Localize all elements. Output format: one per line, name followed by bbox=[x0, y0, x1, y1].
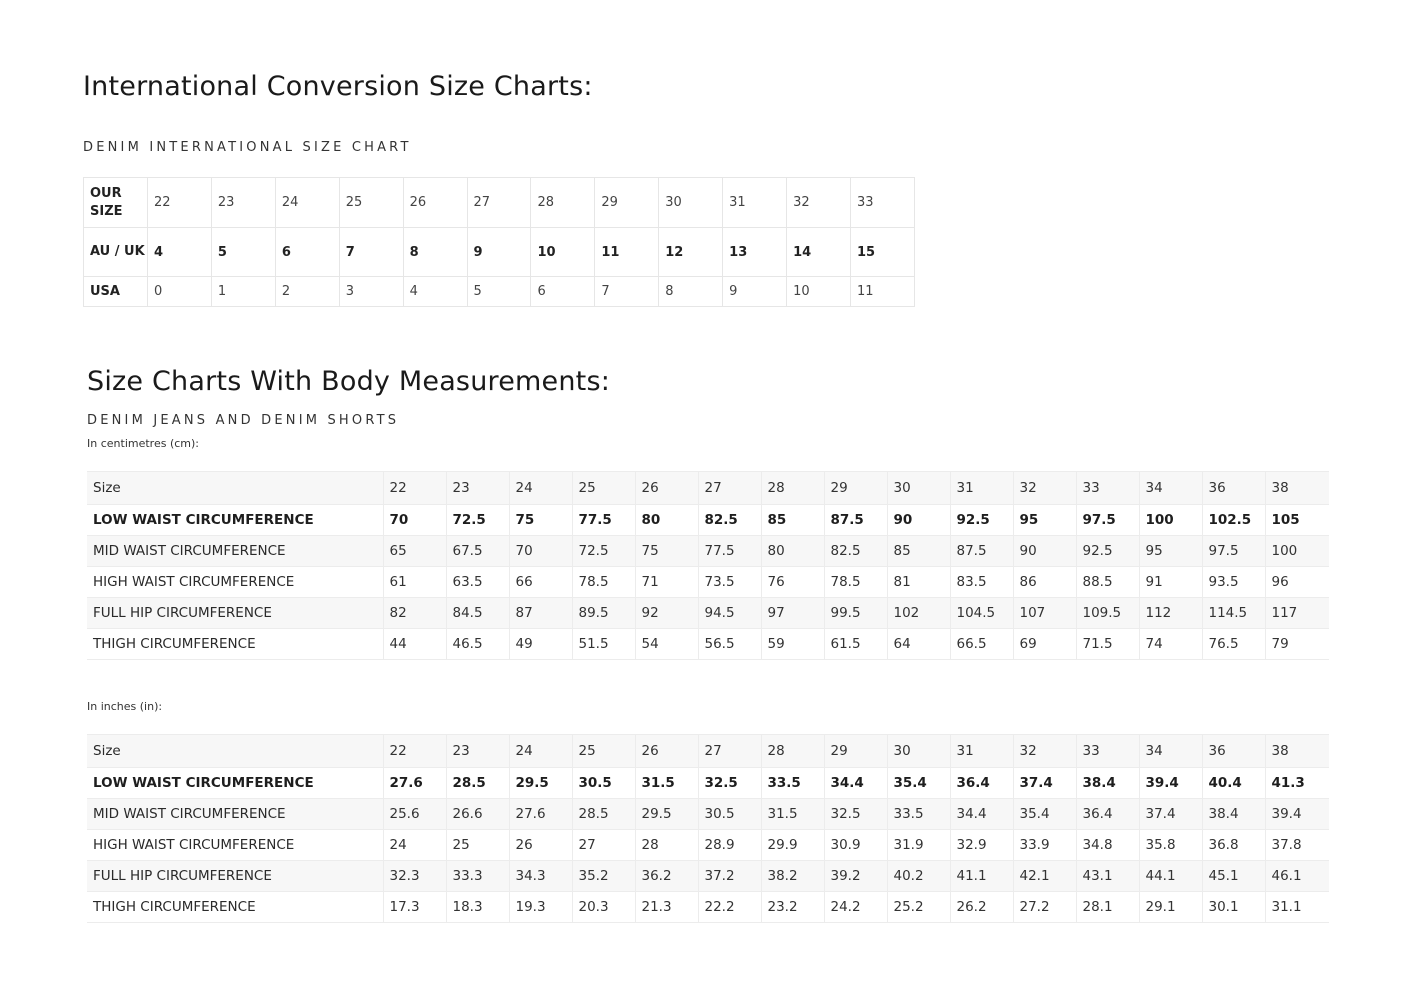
conversion-cell: 4 bbox=[148, 228, 212, 277]
conversion-cell: 9 bbox=[723, 277, 787, 307]
inches-header-size: 22 bbox=[383, 735, 446, 768]
cm-cell: 54 bbox=[635, 629, 698, 660]
inches-cell: 26.2 bbox=[950, 892, 1013, 923]
conversion-cell: 28 bbox=[531, 178, 595, 228]
cm-cell: 87.5 bbox=[950, 536, 1013, 567]
cm-cell: 74 bbox=[1139, 629, 1202, 660]
cm-header-size: 31 bbox=[950, 472, 1013, 505]
cm-row-label: MID WAIST CIRCUMFERENCE bbox=[87, 536, 383, 567]
cm-cell: 97 bbox=[761, 598, 824, 629]
conversion-cell: 9 bbox=[467, 228, 531, 277]
inches-cell: 34.4 bbox=[824, 768, 887, 799]
cm-cell: 93.5 bbox=[1202, 567, 1265, 598]
inches-cell: 38.4 bbox=[1202, 799, 1265, 830]
cm-header-size: 36 bbox=[1202, 472, 1265, 505]
conversion-cell: 8 bbox=[659, 277, 723, 307]
cm-cell: 89.5 bbox=[572, 598, 635, 629]
inches-cell: 30.5 bbox=[698, 799, 761, 830]
inches-cell: 29.5 bbox=[509, 768, 572, 799]
cm-cell: 66.5 bbox=[950, 629, 1013, 660]
inches-header-size: 36 bbox=[1202, 735, 1265, 768]
conversion-row-label: AU / UK bbox=[84, 228, 148, 277]
cm-cell: 104.5 bbox=[950, 598, 1013, 629]
inches-cell: 32.3 bbox=[383, 861, 446, 892]
cm-cell: 67.5 bbox=[446, 536, 509, 567]
cm-cell: 70 bbox=[383, 505, 446, 536]
cm-header-size: 30 bbox=[887, 472, 950, 505]
cm-cell: 102.5 bbox=[1202, 505, 1265, 536]
inches-header-size: 32 bbox=[1013, 735, 1076, 768]
inches-cell: 28.5 bbox=[572, 799, 635, 830]
inches-cell: 37.2 bbox=[698, 861, 761, 892]
inches-cell: 35.4 bbox=[1013, 799, 1076, 830]
inches-cell: 28.5 bbox=[446, 768, 509, 799]
conversion-row-label: USA bbox=[84, 277, 148, 307]
conversion-cell: 1 bbox=[211, 277, 275, 307]
cm-header-size: 34 bbox=[1139, 472, 1202, 505]
cm-cell: 69 bbox=[1013, 629, 1076, 660]
cm-cell: 72.5 bbox=[572, 536, 635, 567]
cm-cell: 97.5 bbox=[1202, 536, 1265, 567]
cm-cell: 70 bbox=[509, 536, 572, 567]
conversion-cell: 7 bbox=[339, 228, 403, 277]
cm-cell: 83.5 bbox=[950, 567, 1013, 598]
conversion-cell: 10 bbox=[531, 228, 595, 277]
cm-table-row bbox=[87, 505, 1329, 536]
inches-cell: 41.3 bbox=[1265, 768, 1329, 799]
cm-header-size: 32 bbox=[1013, 472, 1076, 505]
conversion-cell: 23 bbox=[211, 178, 275, 228]
inches-cell: 33.5 bbox=[761, 768, 824, 799]
cm-table-row bbox=[87, 567, 1329, 598]
cm-cell: 92.5 bbox=[950, 505, 1013, 536]
conversion-cell: 25 bbox=[339, 178, 403, 228]
inches-cell: 23.2 bbox=[761, 892, 824, 923]
conversion-subtitle: DENIM INTERNATIONAL SIZE CHART bbox=[83, 140, 412, 155]
cm-cell: 86 bbox=[1013, 567, 1076, 598]
conversion-row bbox=[84, 277, 915, 307]
inches-cell: 37.8 bbox=[1265, 830, 1329, 861]
inches-cell: 27.6 bbox=[383, 768, 446, 799]
cm-header-size: 25 bbox=[572, 472, 635, 505]
inches-cell: 30.1 bbox=[1202, 892, 1265, 923]
cm-cell: 82 bbox=[383, 598, 446, 629]
inches-cell: 28 bbox=[635, 830, 698, 861]
inches-cell: 19.3 bbox=[509, 892, 572, 923]
conversion-cell: 6 bbox=[531, 277, 595, 307]
inches-cell: 35.4 bbox=[887, 768, 950, 799]
conversion-cell: 15 bbox=[850, 228, 914, 277]
conversion-cell: 22 bbox=[148, 178, 212, 228]
cm-cell: 78.5 bbox=[824, 567, 887, 598]
inches-cell: 44.1 bbox=[1139, 861, 1202, 892]
inches-header-size: 38 bbox=[1265, 735, 1329, 768]
cm-cell: 51.5 bbox=[572, 629, 635, 660]
inches-header-size: 28 bbox=[761, 735, 824, 768]
cm-cell: 100 bbox=[1265, 536, 1329, 567]
inches-cell: 29.9 bbox=[761, 830, 824, 861]
cm-measurement-table bbox=[87, 471, 1329, 660]
cm-header-size: 27 bbox=[698, 472, 761, 505]
conversion-cell: 32 bbox=[787, 178, 851, 228]
inches-cell: 36.2 bbox=[635, 861, 698, 892]
inches-cell: 39.4 bbox=[1139, 768, 1202, 799]
cm-cell: 80 bbox=[761, 536, 824, 567]
cm-row-label: FULL HIP CIRCUMFERENCE bbox=[87, 598, 383, 629]
cm-cell: 88.5 bbox=[1076, 567, 1139, 598]
inches-cell: 30.9 bbox=[824, 830, 887, 861]
inches-cell: 38.2 bbox=[761, 861, 824, 892]
cm-cell: 56.5 bbox=[698, 629, 761, 660]
conversion-cell: 6 bbox=[275, 228, 339, 277]
inches-cell: 29.1 bbox=[1139, 892, 1202, 923]
cm-cell: 65 bbox=[383, 536, 446, 567]
cm-cell: 117 bbox=[1265, 598, 1329, 629]
inches-cell: 35.8 bbox=[1139, 830, 1202, 861]
inches-header-size: 25 bbox=[572, 735, 635, 768]
cm-cell: 84.5 bbox=[446, 598, 509, 629]
cm-cell: 61.5 bbox=[824, 629, 887, 660]
cm-header-label: Size bbox=[87, 472, 383, 505]
inches-header-size: 26 bbox=[635, 735, 698, 768]
conversion-cell: 24 bbox=[275, 178, 339, 228]
inches-table-row bbox=[87, 768, 1329, 799]
cm-cell: 71 bbox=[635, 567, 698, 598]
conversion-cell: 27 bbox=[467, 178, 531, 228]
cm-cell: 76 bbox=[761, 567, 824, 598]
cm-cell: 76.5 bbox=[1202, 629, 1265, 660]
inches-table-row bbox=[87, 892, 1329, 923]
cm-cell: 79 bbox=[1265, 629, 1329, 660]
inches-cell: 21.3 bbox=[635, 892, 698, 923]
inches-cell: 26.6 bbox=[446, 799, 509, 830]
measurements-subtitle: DENIM JEANS AND DENIM SHORTS bbox=[87, 413, 400, 428]
cm-header-size: 23 bbox=[446, 472, 509, 505]
cm-cell: 99.5 bbox=[824, 598, 887, 629]
inches-cell: 27.2 bbox=[1013, 892, 1076, 923]
inches-cell: 37.4 bbox=[1013, 768, 1076, 799]
inches-header-size: 29 bbox=[824, 735, 887, 768]
conversion-cell: 12 bbox=[659, 228, 723, 277]
inches-header-row bbox=[87, 735, 1329, 768]
inches-cell: 32.5 bbox=[698, 768, 761, 799]
cm-table-row bbox=[87, 629, 1329, 660]
inches-header-size: 24 bbox=[509, 735, 572, 768]
cm-cell: 80 bbox=[635, 505, 698, 536]
cm-cell: 95 bbox=[1013, 505, 1076, 536]
cm-row-label: THIGH CIRCUMFERENCE bbox=[87, 629, 383, 660]
inches-cell: 20.3 bbox=[572, 892, 635, 923]
inches-cell: 27.6 bbox=[509, 799, 572, 830]
cm-cell: 102 bbox=[887, 598, 950, 629]
inches-row-label: LOW WAIST CIRCUMFERENCE bbox=[87, 768, 383, 799]
inches-cell: 34.8 bbox=[1076, 830, 1139, 861]
cm-header-size: 24 bbox=[509, 472, 572, 505]
inches-cell: 31.9 bbox=[887, 830, 950, 861]
cm-cell: 78.5 bbox=[572, 567, 635, 598]
inches-cell: 34.3 bbox=[509, 861, 572, 892]
cm-cell: 85 bbox=[887, 536, 950, 567]
inches-cell: 39.4 bbox=[1265, 799, 1329, 830]
cm-cell: 85 bbox=[761, 505, 824, 536]
inches-cell: 43.1 bbox=[1076, 861, 1139, 892]
inches-table-row bbox=[87, 861, 1329, 892]
conversion-table bbox=[83, 177, 915, 307]
inches-table-row bbox=[87, 830, 1329, 861]
inches-cell: 42.1 bbox=[1013, 861, 1076, 892]
cm-header-size: 33 bbox=[1076, 472, 1139, 505]
inches-cell: 34.4 bbox=[950, 799, 1013, 830]
inches-header-size: 33 bbox=[1076, 735, 1139, 768]
conversion-cell: 3 bbox=[339, 277, 403, 307]
conversion-cell: 11 bbox=[595, 228, 659, 277]
conversion-row-label: OUR SIZE bbox=[84, 178, 148, 228]
inches-cell: 37.4 bbox=[1139, 799, 1202, 830]
cm-header-row bbox=[87, 472, 1329, 505]
inches-header-size: 30 bbox=[887, 735, 950, 768]
conversion-cell: 7 bbox=[595, 277, 659, 307]
conversion-cell: 10 bbox=[787, 277, 851, 307]
cm-header-size: 38 bbox=[1265, 472, 1329, 505]
inches-row-label: HIGH WAIST CIRCUMFERENCE bbox=[87, 830, 383, 861]
cm-cell: 100 bbox=[1139, 505, 1202, 536]
cm-cell: 91 bbox=[1139, 567, 1202, 598]
conversion-cell: 11 bbox=[850, 277, 914, 307]
inches-header-size: 31 bbox=[950, 735, 1013, 768]
inches-cell: 33.5 bbox=[887, 799, 950, 830]
cm-cell: 44 bbox=[383, 629, 446, 660]
conversion-cell: 4 bbox=[403, 277, 467, 307]
cm-cell: 94.5 bbox=[698, 598, 761, 629]
conversion-cell: 0 bbox=[148, 277, 212, 307]
inches-cell: 24.2 bbox=[824, 892, 887, 923]
inches-measurement-table bbox=[87, 734, 1329, 923]
inches-cell: 40.4 bbox=[1202, 768, 1265, 799]
cm-cell: 92.5 bbox=[1076, 536, 1139, 567]
inches-cell: 39.2 bbox=[824, 861, 887, 892]
cm-unit-note: In centimetres (cm): bbox=[87, 437, 199, 450]
cm-cell: 90 bbox=[1013, 536, 1076, 567]
inches-cell: 40.2 bbox=[887, 861, 950, 892]
cm-cell: 87 bbox=[509, 598, 572, 629]
inches-cell: 17.3 bbox=[383, 892, 446, 923]
conversion-title: International Conversion Size Charts: bbox=[83, 71, 593, 102]
inches-cell: 45.1 bbox=[1202, 861, 1265, 892]
cm-table-row bbox=[87, 598, 1329, 629]
cm-cell: 82.5 bbox=[824, 536, 887, 567]
cm-cell: 64 bbox=[887, 629, 950, 660]
cm-header-size: 28 bbox=[761, 472, 824, 505]
inches-cell: 35.2 bbox=[572, 861, 635, 892]
cm-cell: 82.5 bbox=[698, 505, 761, 536]
conversion-cell: 5 bbox=[467, 277, 531, 307]
cm-cell: 77.5 bbox=[698, 536, 761, 567]
inches-header-size: 27 bbox=[698, 735, 761, 768]
inches-cell: 31.5 bbox=[635, 768, 698, 799]
cm-cell: 73.5 bbox=[698, 567, 761, 598]
inches-cell: 25.6 bbox=[383, 799, 446, 830]
inches-row-label: MID WAIST CIRCUMFERENCE bbox=[87, 799, 383, 830]
cm-header-size: 29 bbox=[824, 472, 887, 505]
inches-cell: 18.3 bbox=[446, 892, 509, 923]
inches-header-size: 34 bbox=[1139, 735, 1202, 768]
inches-cell: 24 bbox=[383, 830, 446, 861]
inches-cell: 32.9 bbox=[950, 830, 1013, 861]
inches-cell: 33.9 bbox=[1013, 830, 1076, 861]
cm-cell: 59 bbox=[761, 629, 824, 660]
cm-cell: 107 bbox=[1013, 598, 1076, 629]
conversion-row bbox=[84, 178, 915, 228]
cm-table-row bbox=[87, 536, 1329, 567]
inches-row-label: THIGH CIRCUMFERENCE bbox=[87, 892, 383, 923]
cm-cell: 81 bbox=[887, 567, 950, 598]
inches-unit-note: In inches (in): bbox=[87, 700, 163, 713]
cm-cell: 77.5 bbox=[572, 505, 635, 536]
inches-cell: 30.5 bbox=[572, 768, 635, 799]
conversion-cell: 31 bbox=[723, 178, 787, 228]
inches-cell: 29.5 bbox=[635, 799, 698, 830]
cm-cell: 92 bbox=[635, 598, 698, 629]
cm-cell: 90 bbox=[887, 505, 950, 536]
inches-cell: 25.2 bbox=[887, 892, 950, 923]
inches-cell: 41.1 bbox=[950, 861, 1013, 892]
inches-row-label: FULL HIP CIRCUMFERENCE bbox=[87, 861, 383, 892]
inches-cell: 36.8 bbox=[1202, 830, 1265, 861]
cm-cell: 109.5 bbox=[1076, 598, 1139, 629]
inches-header-size: 23 bbox=[446, 735, 509, 768]
conversion-cell: 2 bbox=[275, 277, 339, 307]
cm-cell: 49 bbox=[509, 629, 572, 660]
inches-cell: 38.4 bbox=[1076, 768, 1139, 799]
cm-cell: 66 bbox=[509, 567, 572, 598]
cm-header-size: 22 bbox=[383, 472, 446, 505]
inches-cell: 28.1 bbox=[1076, 892, 1139, 923]
inches-cell: 32.5 bbox=[824, 799, 887, 830]
cm-header-size: 26 bbox=[635, 472, 698, 505]
conversion-row bbox=[84, 228, 915, 277]
conversion-cell: 14 bbox=[787, 228, 851, 277]
conversion-cell: 13 bbox=[723, 228, 787, 277]
inches-cell: 26 bbox=[509, 830, 572, 861]
cm-cell: 114.5 bbox=[1202, 598, 1265, 629]
cm-cell: 112 bbox=[1139, 598, 1202, 629]
inches-cell: 31.5 bbox=[761, 799, 824, 830]
cm-cell: 97.5 bbox=[1076, 505, 1139, 536]
inches-table-row bbox=[87, 799, 1329, 830]
inches-cell: 28.9 bbox=[698, 830, 761, 861]
measurements-title: Size Charts With Body Measurements: bbox=[87, 366, 611, 397]
cm-cell: 87.5 bbox=[824, 505, 887, 536]
inches-cell: 27 bbox=[572, 830, 635, 861]
cm-cell: 96 bbox=[1265, 567, 1329, 598]
cm-row-label: HIGH WAIST CIRCUMFERENCE bbox=[87, 567, 383, 598]
cm-cell: 95 bbox=[1139, 536, 1202, 567]
inches-cell: 25 bbox=[446, 830, 509, 861]
conversion-cell: 30 bbox=[659, 178, 723, 228]
conversion-cell: 33 bbox=[850, 178, 914, 228]
cm-cell: 46.5 bbox=[446, 629, 509, 660]
inches-cell: 22.2 bbox=[698, 892, 761, 923]
cm-cell: 105 bbox=[1265, 505, 1329, 536]
inches-cell: 31.1 bbox=[1265, 892, 1329, 923]
cm-cell: 63.5 bbox=[446, 567, 509, 598]
conversion-cell: 5 bbox=[211, 228, 275, 277]
inches-cell: 46.1 bbox=[1265, 861, 1329, 892]
inches-cell: 36.4 bbox=[950, 768, 1013, 799]
inches-cell: 33.3 bbox=[446, 861, 509, 892]
conversion-cell: 29 bbox=[595, 178, 659, 228]
cm-cell: 71.5 bbox=[1076, 629, 1139, 660]
inches-header-label: Size bbox=[87, 735, 383, 768]
conversion-cell: 26 bbox=[403, 178, 467, 228]
cm-row-label: LOW WAIST CIRCUMFERENCE bbox=[87, 505, 383, 536]
cm-cell: 75 bbox=[635, 536, 698, 567]
inches-cell: 36.4 bbox=[1076, 799, 1139, 830]
cm-cell: 61 bbox=[383, 567, 446, 598]
conversion-cell: 8 bbox=[403, 228, 467, 277]
cm-cell: 75 bbox=[509, 505, 572, 536]
cm-cell: 72.5 bbox=[446, 505, 509, 536]
